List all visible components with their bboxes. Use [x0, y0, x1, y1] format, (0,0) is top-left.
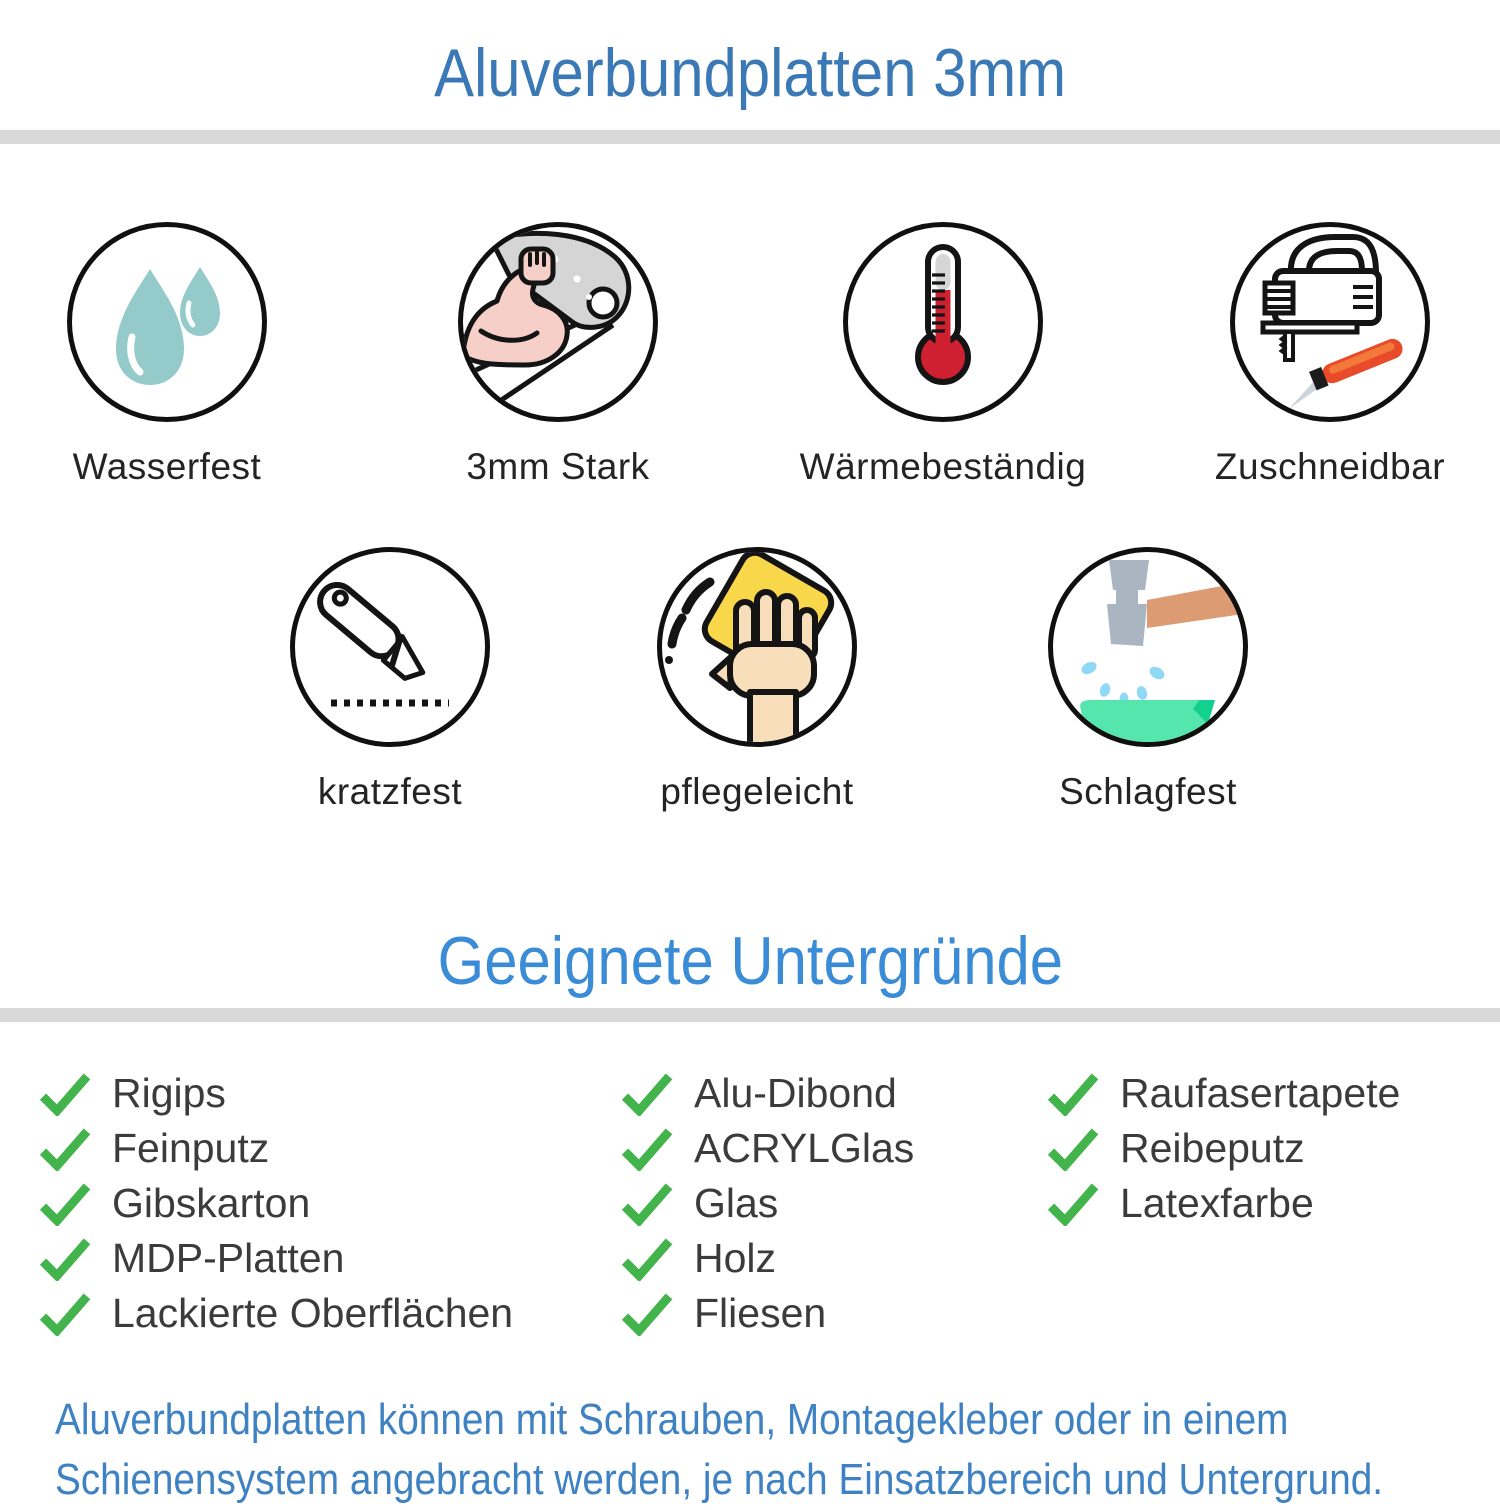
check-icon — [1046, 1182, 1100, 1226]
footer-line: Aluverbundplatten können mit Schrauben, Montagekleber oder in einem — [55, 1395, 1289, 1444]
substrate-item: Lackierte Oberflächen — [38, 1286, 513, 1341]
check-icon — [620, 1182, 674, 1226]
check-icon — [38, 1237, 92, 1281]
substrate-item: Feinputz — [38, 1121, 513, 1176]
feature-label: Wasserfest — [72, 446, 262, 487]
substrate-item: Raufasertapete — [1046, 1066, 1400, 1121]
divider — [0, 130, 1500, 144]
feature-easy-care — [597, 547, 917, 813]
substrate-item: ACRYLGlas — [620, 1121, 914, 1176]
check-icon — [38, 1292, 92, 1336]
wiping-hand-icon — [657, 547, 857, 747]
feature-scratch-proof — [230, 547, 550, 813]
hammer-impact-icon — [1048, 547, 1248, 747]
utility-knife-icon — [290, 547, 490, 747]
feature-label: Wärmebeständig — [799, 446, 1087, 487]
feature-label: Schlagfest — [1059, 771, 1237, 812]
substrate-column-3 — [1046, 1066, 1400, 1231]
thermometer-icon — [843, 222, 1043, 422]
check-icon — [620, 1292, 674, 1336]
feature-label: Zuschneidbar — [1214, 446, 1446, 487]
check-icon — [1046, 1127, 1100, 1171]
feature-label: kratzfest — [317, 771, 463, 812]
substrate-item: Fliesen — [620, 1286, 914, 1341]
section-title: Geeignete Untergründe — [437, 923, 1063, 999]
check-icon — [38, 1072, 92, 1116]
substrate-item: Glas — [620, 1176, 914, 1231]
substrate-item: Reibeputz — [1046, 1121, 1400, 1176]
substrate-column-1 — [38, 1066, 513, 1341]
check-icon — [1046, 1072, 1100, 1116]
check-icon — [620, 1072, 674, 1116]
substrate-item: Latexfarbe — [1046, 1176, 1400, 1231]
water-drops-icon — [67, 222, 267, 422]
substrate-column-2 — [620, 1066, 914, 1341]
feature-label: pflegeleicht — [660, 771, 854, 812]
check-icon — [620, 1237, 674, 1281]
substrate-item: Gibskarton — [38, 1176, 513, 1231]
feature-waterproof — [7, 222, 327, 488]
footer-line: Schienensystem angebracht werden, je nach Einsatzbereich und Untergrund. — [55, 1455, 1384, 1504]
feature-cuttable — [1170, 222, 1490, 488]
feature-impact-proof — [988, 547, 1308, 813]
substrate-item: Alu-Dibond — [620, 1066, 914, 1121]
muscle-arm-icon — [458, 222, 658, 422]
page-title: Aluverbundplatten 3mm — [433, 35, 1067, 111]
check-icon — [620, 1127, 674, 1171]
substrate-item: Rigips — [38, 1066, 513, 1121]
substrate-item: Holz — [620, 1231, 914, 1286]
divider — [0, 1008, 1500, 1022]
substrate-item: MDP-Platten — [38, 1231, 513, 1286]
check-icon — [38, 1182, 92, 1226]
check-icon — [38, 1127, 92, 1171]
jigsaw-cutter-icon — [1230, 222, 1430, 422]
feature-label: 3mm Stark — [466, 446, 650, 487]
feature-heat-resistant — [783, 222, 1103, 488]
footer-note — [55, 1390, 1500, 1510]
feature-strength — [398, 222, 718, 488]
